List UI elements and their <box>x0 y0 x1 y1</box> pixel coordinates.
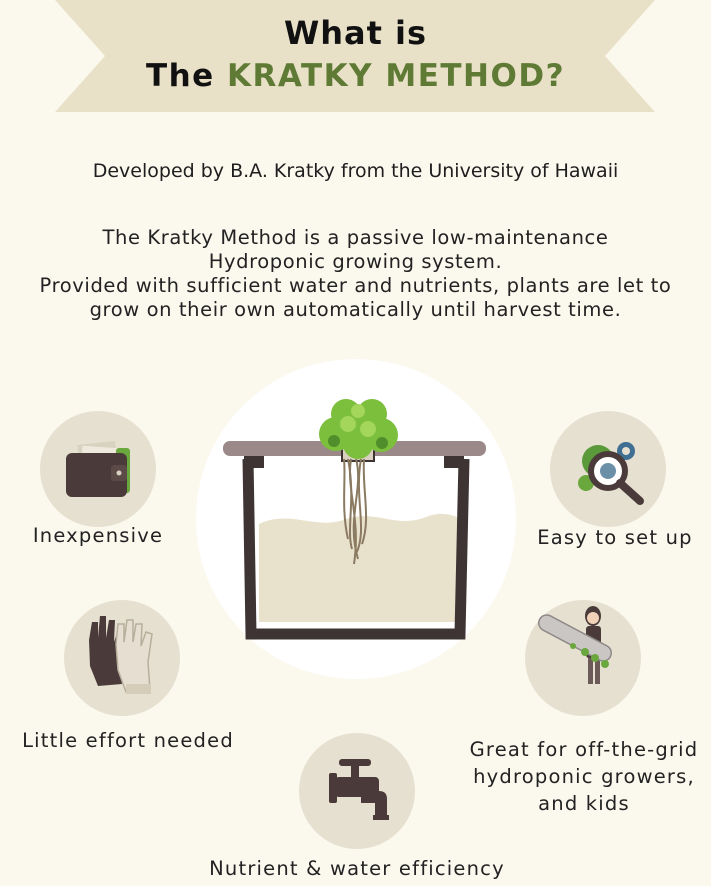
gardener-icon <box>525 600 641 716</box>
kratky-container-icon <box>196 359 516 679</box>
magnifier-gears-icon <box>550 411 666 527</box>
off-grid-label-line: and kids <box>538 792 630 815</box>
gloves-icon <box>64 600 180 716</box>
title-line-1: What is <box>283 14 428 52</box>
inexpensive-circle <box>40 411 156 527</box>
inexpensive-label: Inexpensive <box>32 524 164 547</box>
off-grid-circle <box>525 600 641 716</box>
efficiency-label: Nutrient & water efficiency <box>209 857 505 880</box>
easy-setup-circle <box>550 411 666 527</box>
off-grid-label <box>460 736 708 817</box>
little-effort-circle <box>64 600 180 716</box>
off-grid-label-line: hydroponic growers, <box>473 765 695 788</box>
subtitle: Developed by B.A. Kratky from the University of Hawaii <box>92 160 619 182</box>
description-line: grow on their own automatically until harvest time. <box>89 298 622 321</box>
description-line: Provided with sufficient water and nutrients, plants are let to <box>39 274 672 297</box>
off-grid-label-line: Great for off-the-grid <box>469 738 699 761</box>
little-effort-label: Little effort needed <box>22 729 234 752</box>
description <box>0 226 711 322</box>
wallet-icon <box>40 411 156 527</box>
title-accent: KRATKY METHOD? <box>226 58 566 94</box>
easy-setup-label: Easy to set up <box>537 526 693 549</box>
description-line: Hydroponic growing system. <box>208 250 503 273</box>
efficiency-circle <box>299 733 415 849</box>
description-line: The Kratky Method is a passive low-maintenance <box>102 226 609 249</box>
title-line-2 <box>0 58 711 94</box>
faucet-icon <box>299 733 415 849</box>
title-prefix: The <box>145 58 215 94</box>
